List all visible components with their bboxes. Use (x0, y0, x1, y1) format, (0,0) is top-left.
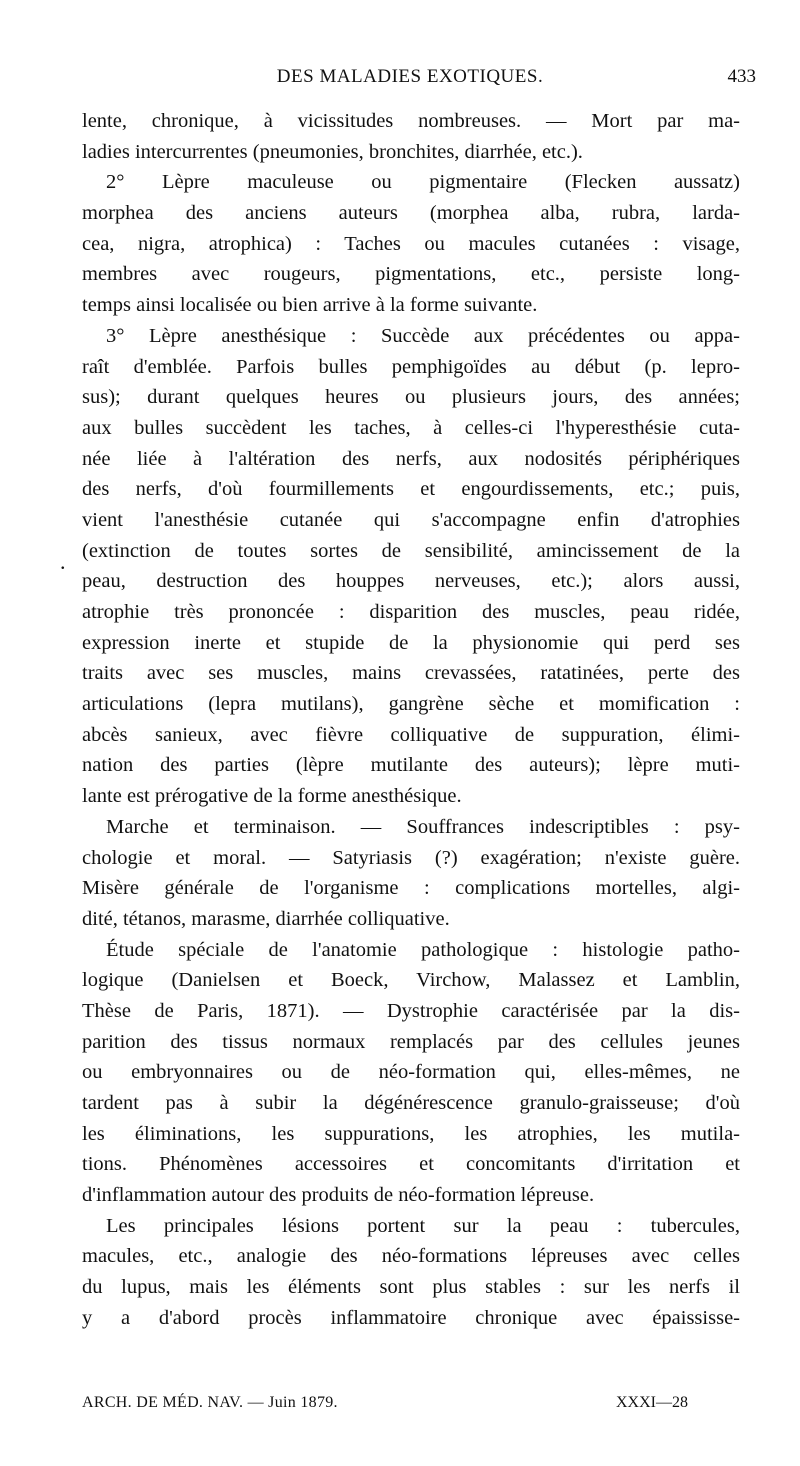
text-line: y a d'abord procès inflammatoire chronique avec épaississe- (82, 1306, 740, 1329)
margin-mark: . (60, 549, 66, 574)
text-line: dité, tétanos, marasme, diarrhée colliquative. (82, 907, 450, 930)
journal-citation: ARCH. DE MÉD. NAV. — Juin 1879. (82, 1394, 338, 1411)
text-line: raît d'emblée. Parfois bulles pemphigoïdes au début (p. lepro- (82, 355, 740, 378)
text-line: 2° Lèpre maculeuse ou pigmentaire (Flecken aussatz) (106, 171, 740, 194)
text-line: (extinction de toutes sortes de sensibilité, amincissement de la (82, 539, 740, 562)
text-line: parition des tissus normaux remplacés par des cellules jeunes (82, 1030, 740, 1053)
running-title: DES MALADIES EXOTIQUES. (276, 66, 544, 87)
text-line: chologie et moral. — Satyriasis (?) exagération; n'existe guère. (82, 846, 740, 869)
text-line: tardent pas à subir la dégénérescence granulo-graisseuse; d'où (82, 1092, 740, 1114)
text-line: vient l'anesthésie cutanée qui s'accompagne enfin d'atrophies (82, 508, 740, 531)
text-line: nation des parties (lèpre mutilante des auteurs); lèpre muti- (82, 754, 740, 777)
text-line: cea, nigra, atrophica) : Taches ou macules cutanées : visage, (82, 232, 740, 255)
text-line: atrophie très prononcée : disparition des muscles, peau ridée, (82, 601, 740, 623)
signature-mark: XXXI—28 (616, 1394, 688, 1411)
text-line: les éliminations, les suppurations, les atrophies, les mutila- (82, 1122, 740, 1145)
text-line: Misère générale de l'organisme : complications mortelles, algi- (82, 877, 740, 900)
text-line: peau, destruction des houppes nerveuses, etc.); alors aussi, (82, 570, 740, 593)
text-line: Marche et terminaison. — Souffrances indescriptibles : psy- (106, 815, 740, 838)
text-line: lante est prérogative de la forme anesthésique. (82, 785, 462, 808)
text-line: sus); durant quelques heures ou plusieurs jours, des années; (82, 386, 740, 409)
text-line: Les principales lésions portent sur la peau : tubercules, (106, 1214, 740, 1237)
page-header (60, 60, 760, 100)
text-line: Étude spéciale de l'anatomie pathologique : histologie patho- (106, 938, 740, 961)
text-line: traits avec ses muscles, mains crevassées, ratatinées, perte des (82, 662, 740, 685)
text-line: née liée à l'altération des nerfs, aux nodosités périphériques (82, 447, 740, 470)
text-line: macules, etc., analogie des néo-formations lépreuses avec celles (82, 1245, 740, 1268)
text-line: 3° Lèpre anesthésique : Succède aux précédentes ou appa- (106, 324, 740, 347)
text-line: expression inerte et stupide de la physionomie qui perd ses (82, 631, 740, 654)
text-line: morphea des anciens auteurs (morphea alba, rubra, larda- (82, 202, 740, 225)
text-line: aux bulles succèdent les taches, à celles-ci l'hyperesthésie cuta- (82, 416, 740, 439)
text-line: d'inflammation autour des produits de néo-formation lépreuse. (82, 1184, 595, 1207)
text-line: Thèse de Paris, 1871). — Dystrophie caractérisée par la dis- (82, 999, 740, 1022)
text-line: abcès sanieux, avec fièvre colliquative de suppuration, élimi- (82, 723, 740, 746)
page-footer (82, 1394, 740, 1422)
body-text (82, 106, 740, 1334)
text-line: du lupus, mais les éléments sont plus stables : sur les nerfs il (82, 1276, 740, 1299)
text-line: lente, chronique, à vicissitudes nombreuses. — Mort par ma- (82, 110, 740, 132)
text-line: ladies intercurrentes (pneumonies, bronchites, diarrhée, etc.). (82, 140, 583, 163)
text-line: temps ainsi localisée ou bien arrive à la forme suivante. (82, 294, 538, 317)
page-number: 433 (727, 66, 756, 87)
text-line: membres avec rougeurs, pigmentations, etc., persiste long- (82, 263, 740, 286)
text-line: des nerfs, d'où fourmillements et engourdissements, etc.; puis, (82, 478, 740, 501)
text-line: logique (Danielsen et Boeck, Virchow, Malassez et Lamblin, (82, 969, 740, 992)
text-line: ou embryonnaires ou de néo-formation qui, elles-mêmes, ne (82, 1061, 740, 1084)
text-line: articulations (lepra mutilans), gangrène sèche et momification : (82, 693, 740, 716)
text-line: tions. Phénomènes accessoires et concomitants d'irritation et (82, 1153, 740, 1176)
